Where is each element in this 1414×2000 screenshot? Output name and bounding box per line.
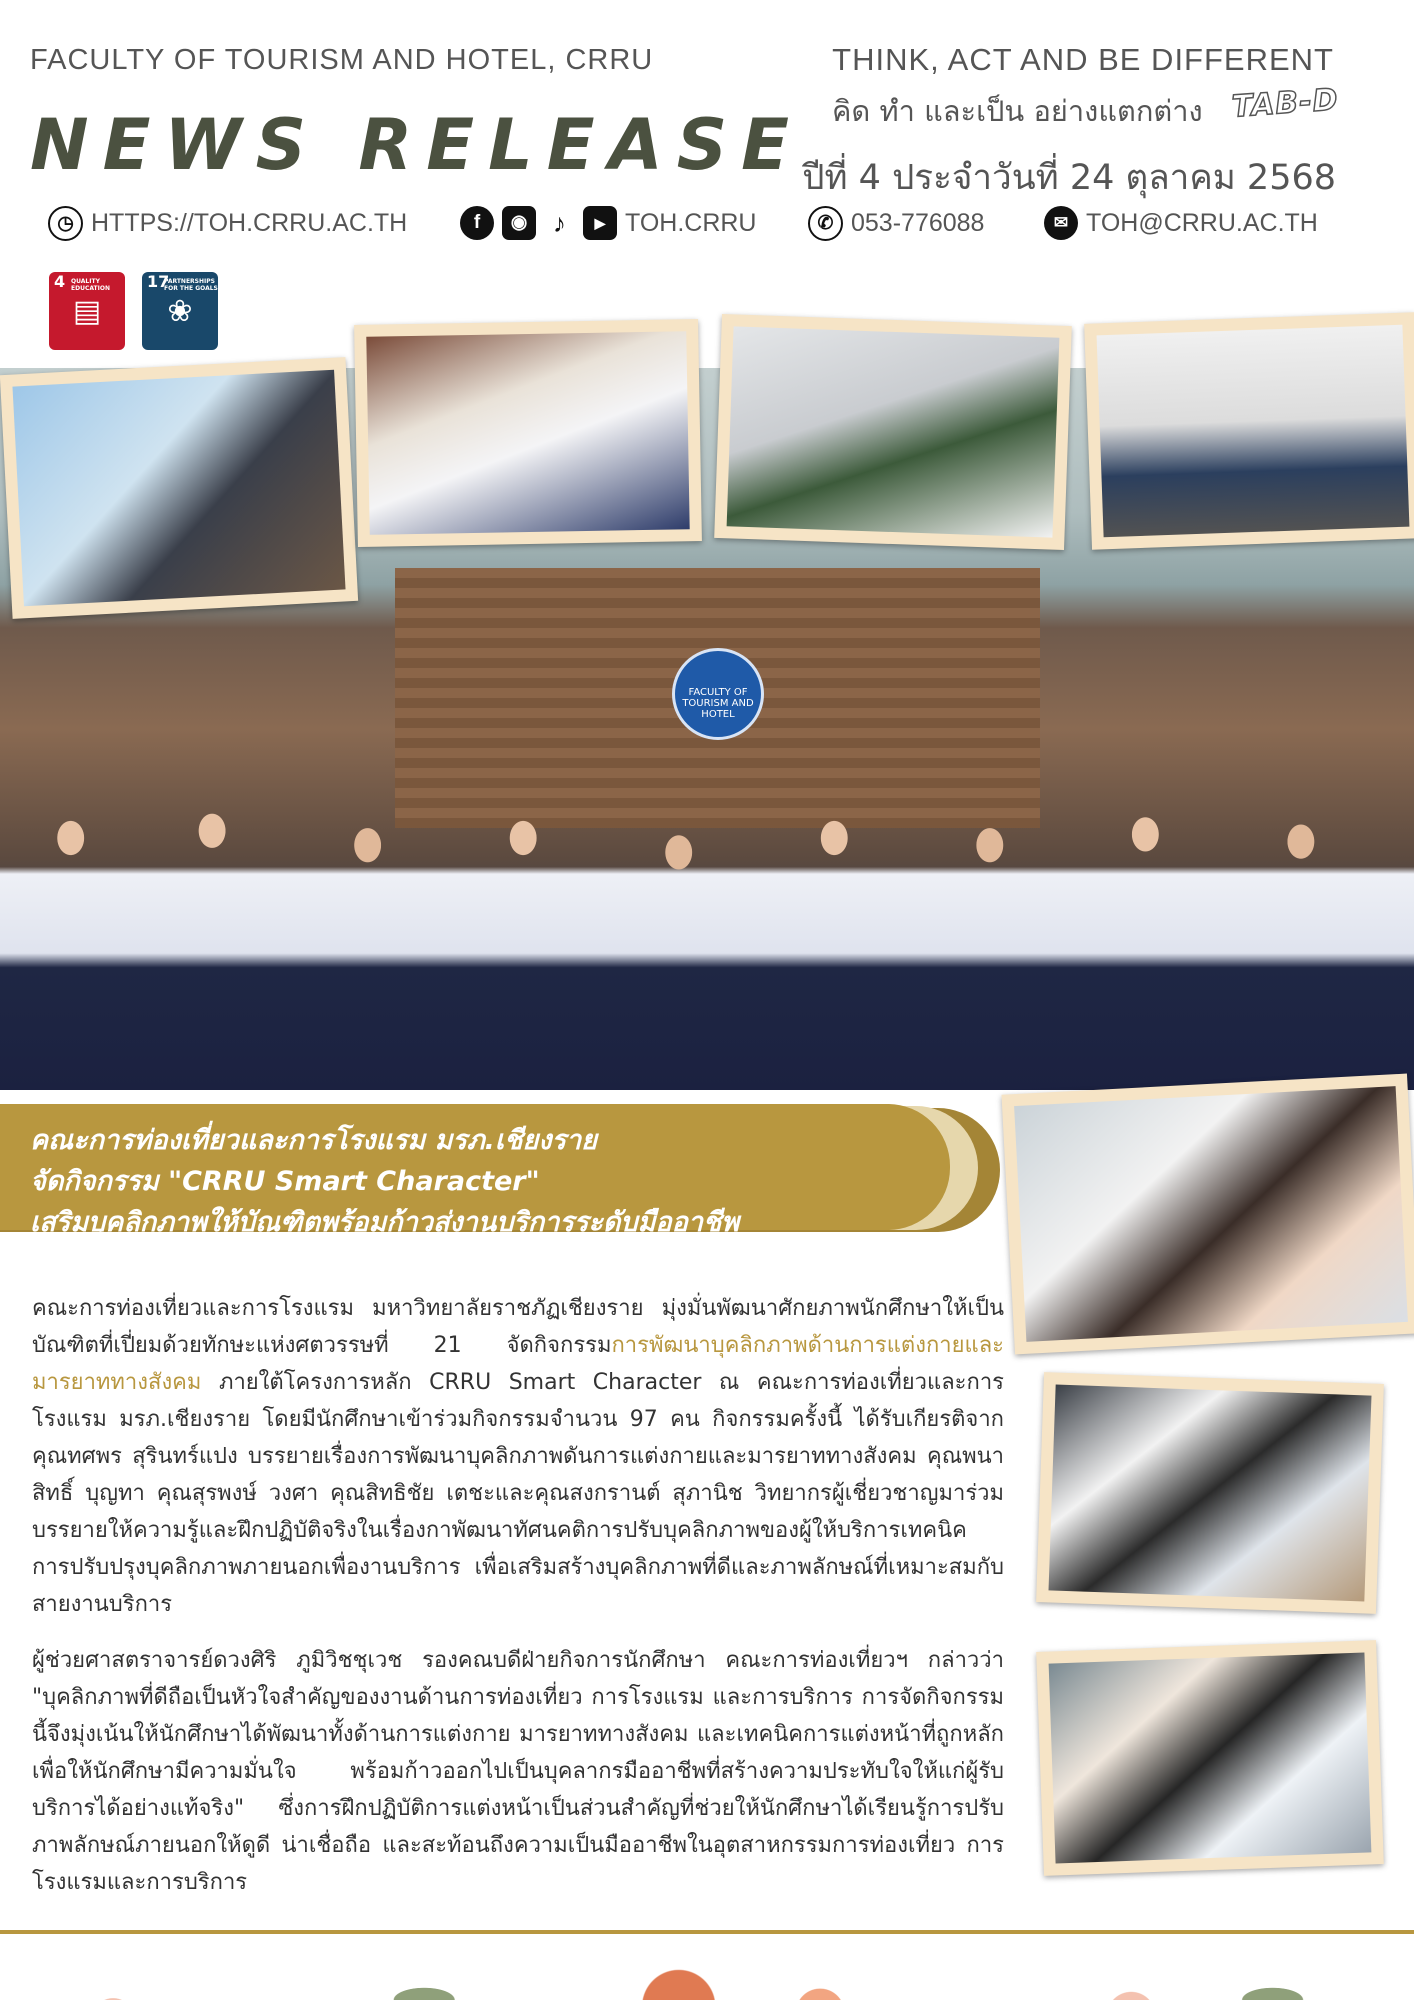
slogan-thai: คิด ทำ และเป็น อย่างแตกต่าง: [832, 94, 1203, 128]
phone-icon: ✆: [808, 206, 843, 241]
footer-divider: [0, 1930, 1414, 1934]
email-icon: ✉: [1044, 206, 1078, 240]
facebook-icon[interactable]: f: [460, 206, 494, 240]
photo-trainers: [714, 314, 1072, 550]
sdg-label: PARTNERSHIPS FOR THE GOALS: [164, 278, 218, 292]
instagram-icon[interactable]: ◉: [502, 206, 536, 240]
student-crowd: [0, 730, 1414, 1090]
book-icon: ▤: [72, 294, 102, 329]
paragraph-1-highlight: การพัฒนาบุคลิกภาพด้านการแต่งกายและมารยาททางสังคม: [32, 1333, 1004, 1395]
globe-icon: ◷: [48, 206, 83, 241]
social-handle[interactable]: TOH.CRRU: [625, 208, 757, 237]
email-contact[interactable]: [1044, 206, 1318, 240]
paragraph-1-rest: ภายใต้โครงการหลัก CRRU Smart Character ณ คณะการท่องเที่ยวและการโรงแรม มรภ.เชียงราย โดยมีนักศึกษาเข้าร่วมกิจกรรมจำนวน 97 คน กิจกรรมครั้งนี้ ได้รับเกียรติจาก คุณทศพร สุรินทร์แปง บรรยายเรื่องการพัฒนาบุคลิกภาพดันการแต่งกายและมารยาททางสังคม คุณพนาสิทธิ์ บุญทา คุณสุรพงษ์ วงศา คุณสิทธิชัย เตชะและคุณสงกรานต์ สุภานิช วิทยากรผู้เชี่ยวชาญมาร่วมบรรยายให้ความรู้และฝึกปฏิบัติจริงในเรื่องกาพัฒนาทัศนคติการปรับบุคลิกภาพของผู้ให้บริการเทคนิคการปรับปรุงบุคลิกภาพภายนอกเพื่องานบริการ เพื่อเสริมสร้างบุคลิกภาพที่ดีและภาพลักษณ์ที่เหมาะสมกับสายงานบริการ: [32, 1370, 1004, 1617]
slogan-english: THINK, ACT AND BE DIFFERENT: [832, 42, 1334, 77]
issue-date: ปีที่ 4 ประจำวันที่ 24 ตุลาคม 2568: [802, 158, 1336, 198]
faculty-logo-text: FACULTY OF TOURISM AND HOTEL: [682, 687, 754, 720]
paragraph-1: [32, 1290, 1004, 1623]
faculty-logo: [672, 648, 764, 740]
headline-line-2: จัดกิจกรรม "CRRU Smart Character": [30, 1166, 540, 1197]
social-contact[interactable]: [460, 206, 756, 240]
sdg-4-badge: [49, 272, 125, 350]
sdg-number: 4: [54, 272, 66, 291]
website-contact[interactable]: [48, 206, 407, 241]
sdg-label: QUALITY EDUCATION: [71, 278, 110, 292]
floral-decoration: [0, 1935, 1414, 2000]
phone-contact[interactable]: [808, 206, 984, 241]
email-address[interactable]: TOH@CRRU.AC.TH: [1086, 208, 1318, 237]
newsletter-title: NEWS RELEASE: [30, 104, 803, 186]
sdg-number: 17: [147, 272, 170, 291]
paragraph-1-intro: คณะการท่องเที่ยวและการโรงแรม มหาวิทยาลัยราชภัฏเชียงราย มุ่งมั่นพัฒนาศักยภาพนักศึกษาให้เป็นบัณฑิตที่เปี่ยมด้วยทักษะแห่งศตวรรษที่ 21 จัดกิจกรรม: [32, 1296, 1004, 1358]
website-url[interactable]: HTTPS://TOH.CRRU.AC.TH: [91, 209, 408, 237]
phone-number[interactable]: 053-776088: [851, 209, 985, 237]
tiktok-icon[interactable]: ♪: [544, 208, 575, 239]
paragraph-2: ผู้ช่วยศาสตราจารย์ดวงศิริ ภูมิวิชชุเวช รองคณบดีฝ่ายกิจการนักศึกษา คณะการท่องเที่ยวฯ กล่าวว่า "บุคลิกภาพที่ดีถือเป็นหัวใจสำคัญของงานด้านการท่องเที่ยว การโรงแรม และการบริการ การจัดกิจกรรมนี้จึงมุ่งเน้นให้นักศึกษาได้พัฒนาทั้งด้านการแต่งกาย มารยาททางสังคม และเทคนิคการแต่งหน้าที่ถูกหลัก เพื่อให้นักศึกษามีความมั่นใจ พร้อมก้าวออกไปเป็นบุคลากรมืออาชีพที่สร้างความประทับใจให้แก่ผู้รับบริการได้อย่างแท้จริง" ซึ่งการฝึกปฏิบัติการแต่งหน้าเป็นส่วนสำคัญที่ช่วยให้นักศึกษาได้เรียนรู้การปรับภาพลักษณ์ภายนอกให้ดูดี น่าเชื่อถือ และสะท้อนถึงความเป็นมืออาชีพในอุตสาหกรรมการท่องเที่ยว การโรงแรมและการบริการ: [32, 1648, 1004, 1895]
headline: [30, 1120, 739, 1243]
photo-makeup-2: [1036, 1372, 1384, 1614]
photo-makeup-3: [1036, 1640, 1384, 1876]
photo-speaker: [0, 357, 358, 619]
flower-icon: ❀: [167, 294, 193, 329]
sdg-17-badge: [142, 272, 218, 350]
faculty-name: FACULTY OF TOURISM AND HOTEL, CRRU: [30, 44, 654, 76]
headline-line-1: คณะการท่องเที่ยวและการโรงแรม มรภ.เชียงราย: [30, 1125, 597, 1156]
photo-speakers-trio: [1084, 312, 1414, 549]
photo-students-group: [354, 319, 702, 547]
youtube-icon[interactable]: ▶: [583, 206, 617, 240]
headline-line-3: เสริมบุคลิกภาพให้บัณฑิตพร้อมก้าวสู่งานบริการระดับมืออาชีพ: [30, 1207, 740, 1238]
tab-d-logo: TAB-D: [1230, 82, 1340, 125]
photo-makeup-1: [1001, 1074, 1414, 1355]
